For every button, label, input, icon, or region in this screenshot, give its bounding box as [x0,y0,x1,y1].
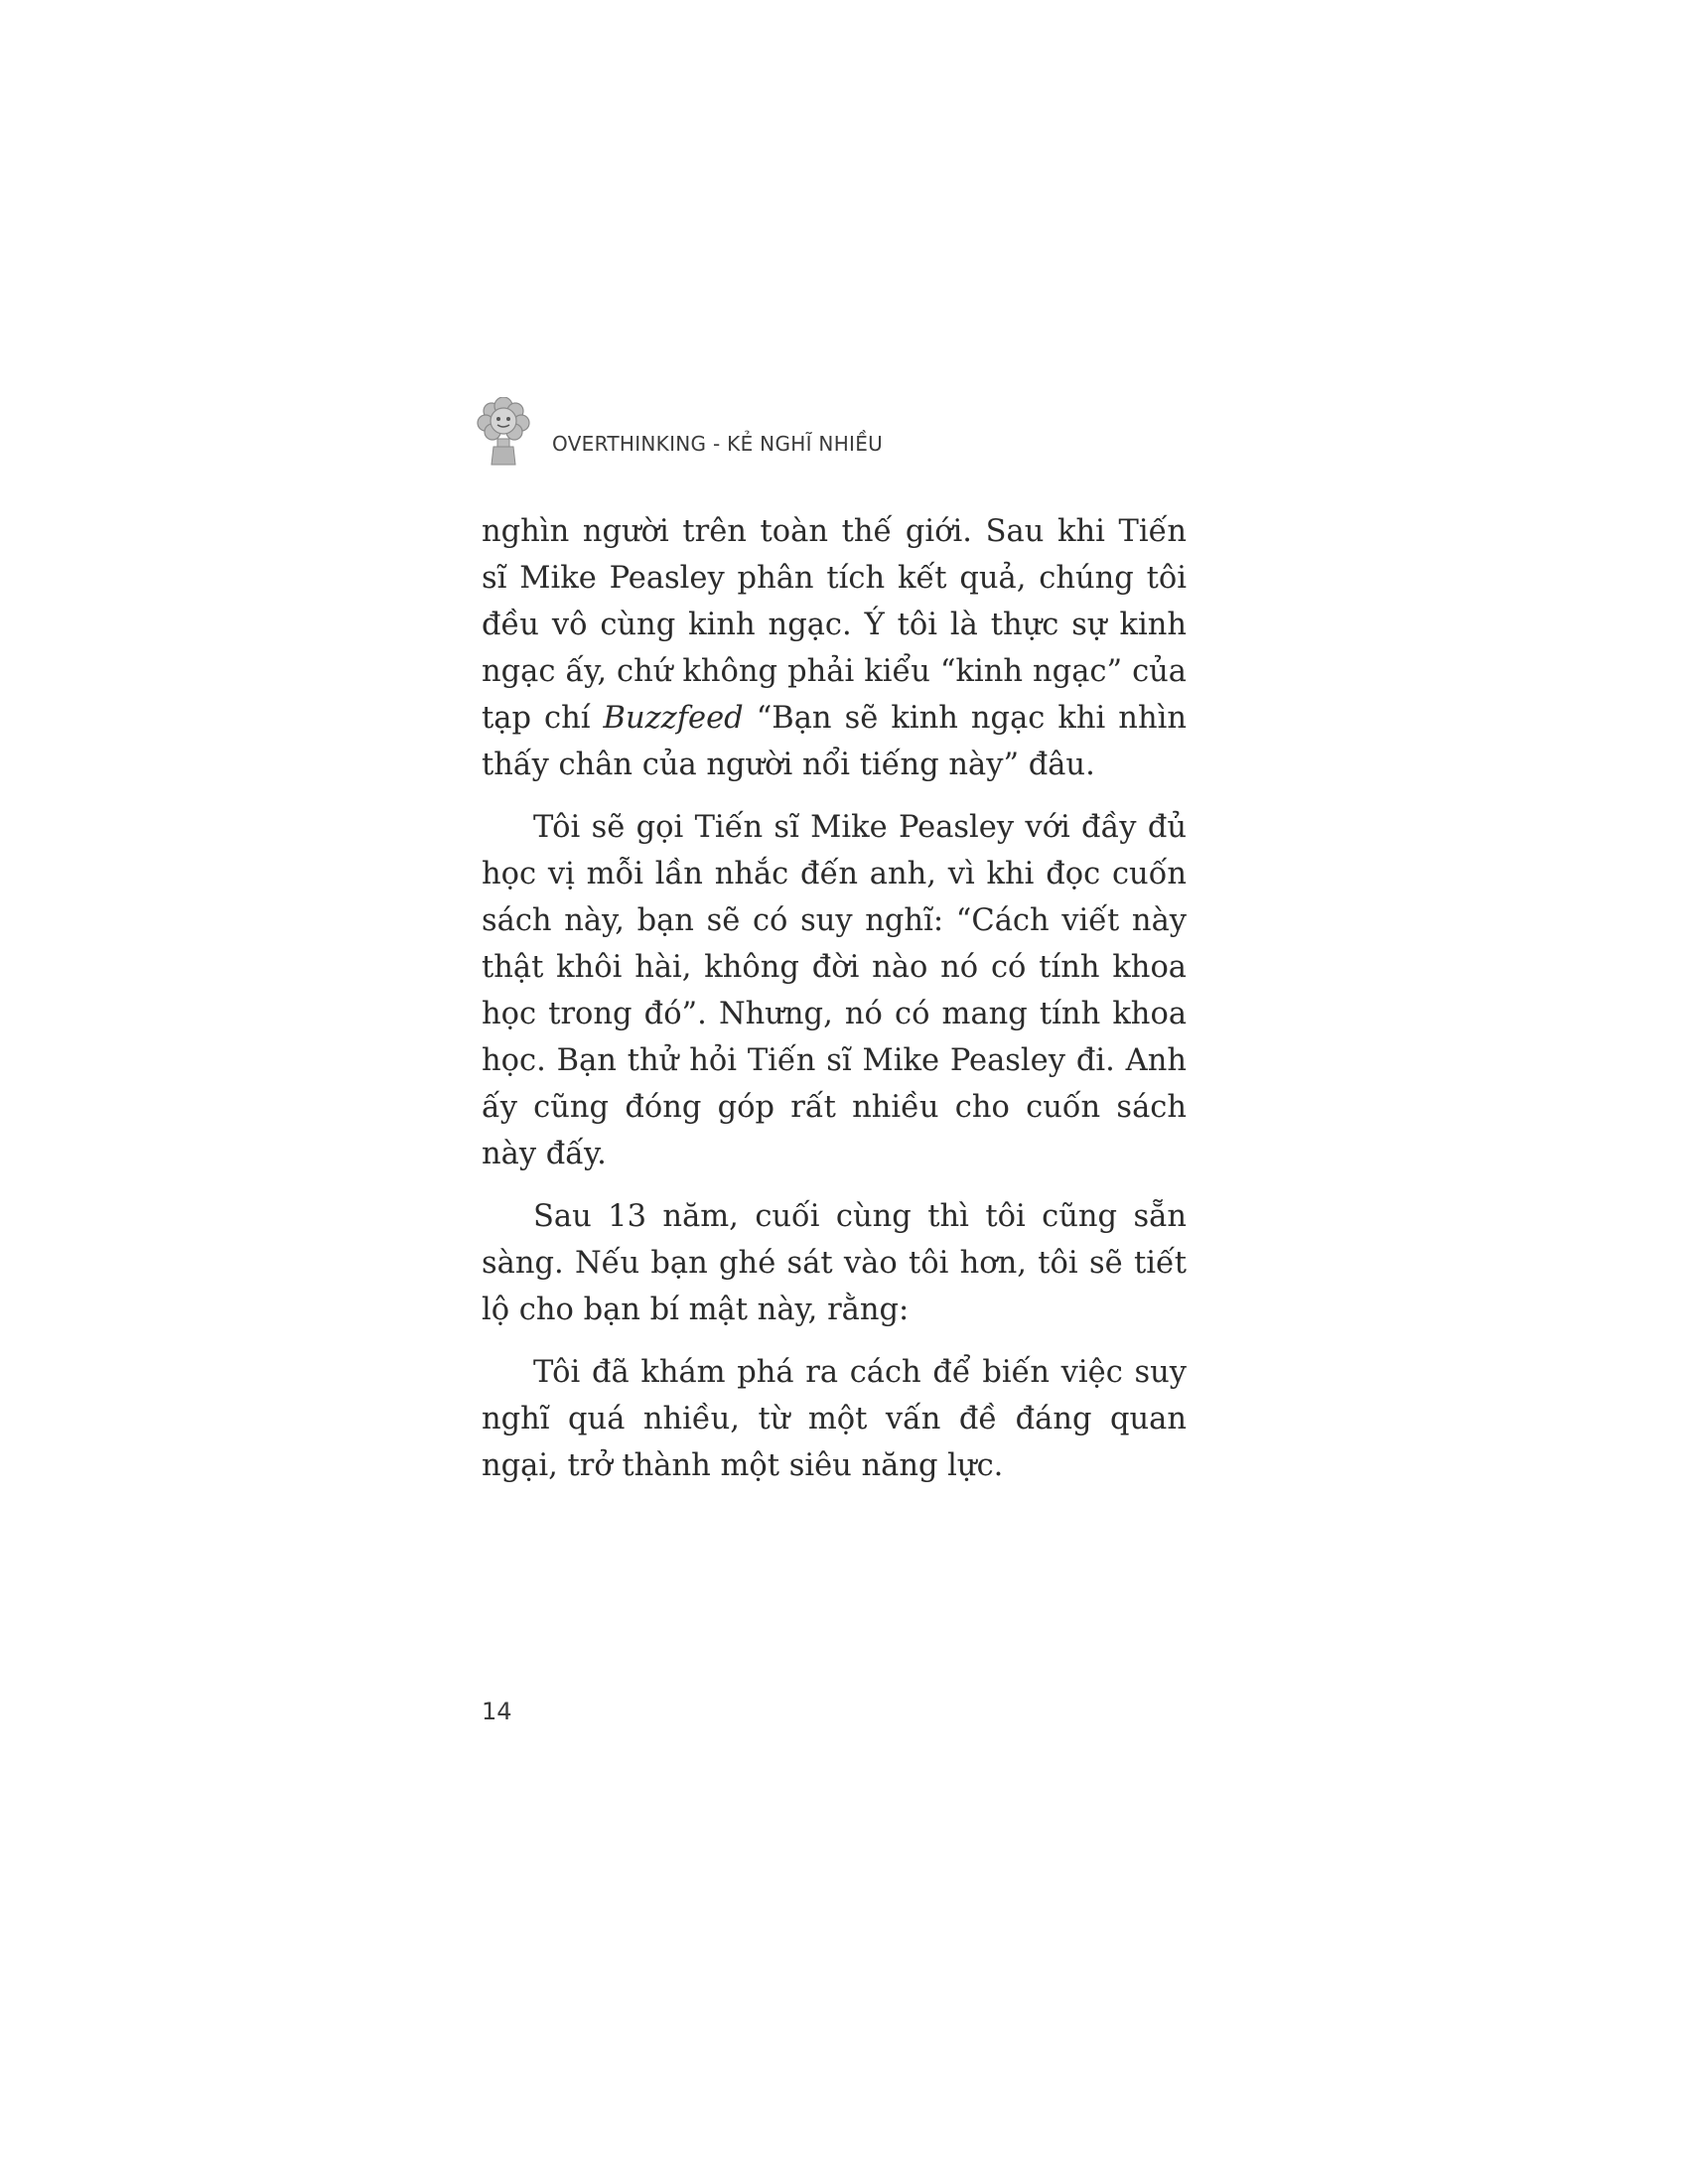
italic-publication-name: Buzzfeed [603,701,744,736]
paragraph-1-text: nghìn người trên toàn thế giới. Sau khi Tiến sĩ Mike Peasley phân tích kết quả, chúng tôi đều vô cùng kinh ngạc. Ý tôi là thực sự kinh ngạc ấy, chứ không phải kiểu “kinh ngạc” của tạp chí [482,514,1187,736]
paragraph-1 [482,508,1187,788]
book-title: OVERTHINKING - KẺ NGHĨ NHIỀU [552,432,884,456]
paragraph-4: Tôi đã khám phá ra cách để biến việc suy nghĩ quá nhiều, từ một vấn đề đáng quan ngại, trở thành một siêu năng lực. [482,1355,1187,1483]
page-number: 14 [482,1698,512,1725]
brain-figure-icon [475,397,532,467]
paragraph-3: Sau 13 năm, cuối cùng thì tôi cũng sẵn sàng. Nếu bạn ghé sát vào tôi hơn, tôi sẽ tiết lộ cho bạn bí mật này, rằng: [482,1199,1187,1327]
main-text [482,508,1187,1505]
paragraph-1-continuation: “Bạn sẽ kinh ngạc khi nhìn thấy chân của người nổi tiếng này” đâu. [482,701,1187,782]
paragraph-2: Tôi sẽ gọi Tiến sĩ Mike Peasley với đầy đủ học vị mỗi lần nhắc đến anh, vì khi đọc cuốn sách này, bạn sẽ có suy nghĩ: “Cách viết này thật khôi hài, không đời nào nó có tính khoa học trong đó”. Nhưng, nó có mang tính khoa học. Bạn thử hỏi Tiến sĩ Mike Peasley đi. Anh ấy cũng đóng góp rất nhiều cho cuốn sách này đấy. [482,810,1187,1171]
running-header [475,397,883,467]
